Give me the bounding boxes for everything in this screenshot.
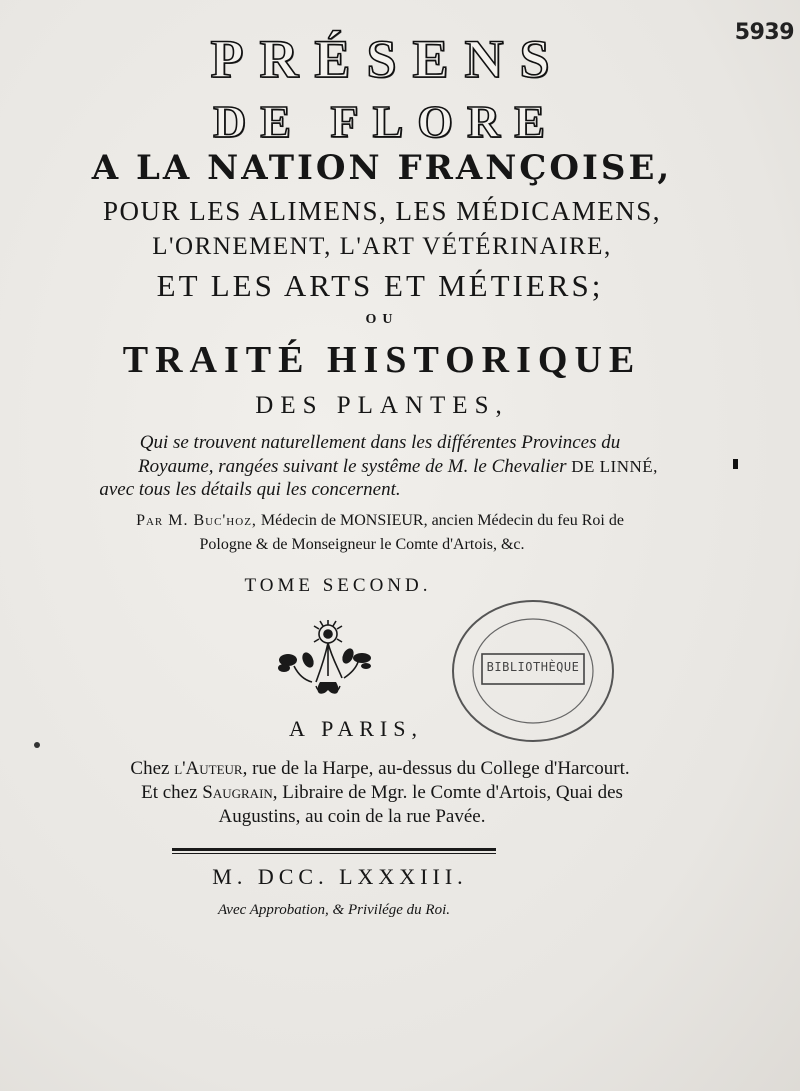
imprint-line-1 [0,758,780,780]
description-line-2-text: Royaume, rangées suivant le systême de M. le Chevalier [138,456,567,477]
author-name: Par M. Buc'hoz, [136,512,257,529]
ink-mark [733,459,738,469]
description-line-1: Qui se trouvent naturellement dans les différentes Provinces du [139,432,621,453]
title-line-nation: A LA NATION FRANÇOISE, [91,148,673,188]
title-line-plantes: DES PLANTES, [255,392,509,419]
title-line-arts: ET LES ARTS ET MÉTIERS; [156,268,604,303]
flower-bouquet-ornament [258,616,374,702]
double-rule-thick [172,848,496,851]
description-line-2 [0,456,798,478]
description-linne: DE LINNÉ, [571,457,658,476]
double-rule-thin [172,853,496,854]
author-role: Médecin de [260,512,336,529]
title-line-ou: OU [365,312,399,327]
imprint-address: , rue de la Harpe, au-dessus du College d'Harcourt. [242,758,630,779]
author-line-1 [0,512,780,530]
imprint-line-2 [0,782,782,804]
imprint-libraire: , Libraire de Mgr. le Comte d'Artois, Quai des [272,782,623,803]
imprint-auteur: l'Auteur [174,758,243,779]
title-line-alimens: POUR LES ALIMENS, LES MÉDICAMENS, [102,196,662,226]
imprint-et-chez: Et chez [141,782,198,803]
privilege-line: Avec Approbation, & Privilége du Roi. [217,902,451,918]
stamp-label: BIBLIOTHÈQUE [486,660,580,674]
imprint-city: A PARIS, [288,716,423,741]
title-line-presens: PRÉSENS [210,29,566,89]
imprint-chez: Chez [130,758,170,779]
ink-dot [34,742,40,748]
author-role-continued: , ancien Médecin du feu Roi de [423,512,624,529]
title-line-de-flore: DE FLORE [213,96,559,147]
description-line-3: avec tous les détails qui les concernent. [99,479,401,500]
title-line-traite: TRAITÉ HISTORIQUE [122,339,642,381]
volume-label: TOME SECOND. [244,575,432,596]
publication-date: M. DCC. LXXXIII. [212,864,468,889]
title-line-ornement: L'ORNEMENT, L'ART VÉTÉRINAIRE, [152,233,612,260]
author-line-2: Pologne & de Monseigneur le Comte d'Artois, &c. [199,536,525,553]
imprint-saugrain: Saugrain [202,782,273,803]
author-monsieur: MONSIEUR [340,512,424,529]
imprint-line-3: Augustins, au coin de la rue Pavée. [218,806,486,827]
shelfmark-number: 5939 [734,20,794,45]
